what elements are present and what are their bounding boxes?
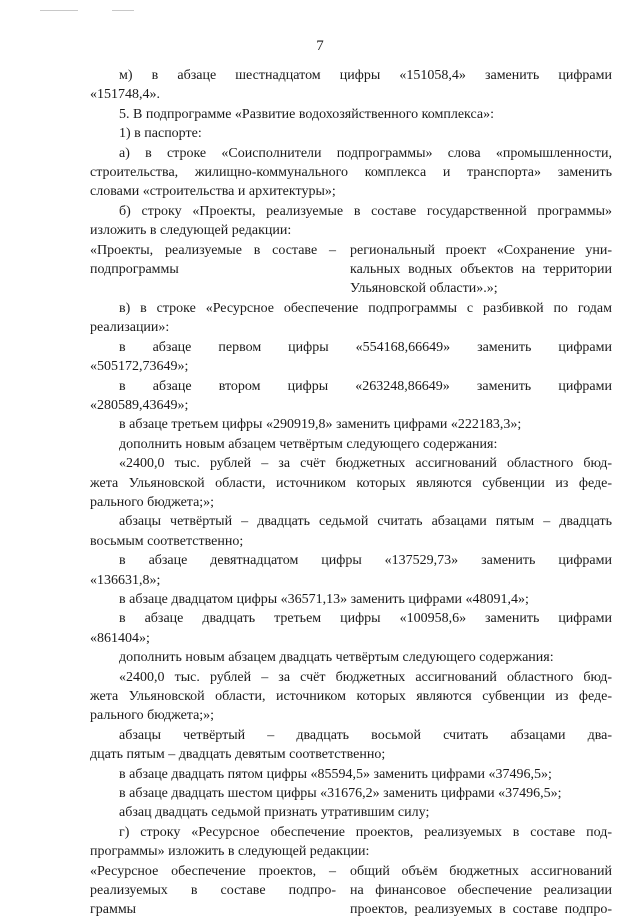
text-line: в абзаце первом цифры «554168,66649» заменить цифрами bbox=[119, 339, 612, 355]
text-line: реализации»: bbox=[90, 320, 170, 336]
text-line: абзацы четвёртый – двадцать седьмой считать абзацами пятым – двадцать bbox=[119, 514, 612, 530]
text-line: 1) в паспорте: bbox=[119, 126, 202, 142]
text-line: изложить в следующей редакции: bbox=[90, 223, 292, 239]
text-line: «280589,43649»; bbox=[90, 397, 189, 413]
text-line: «2400,0 тыс. рублей – за счёт бюджетных ассигнований областного бюд- bbox=[119, 669, 612, 685]
text-line: в абзаце втором цифры «263248,86649» заменить цифрами bbox=[119, 378, 612, 394]
text-line: в абзаце двадцать третьем цифры «100958,6» заменить цифрами bbox=[119, 611, 612, 627]
text-line: а) в строке «Соисполнители подпрограммы» слова «промышленности, bbox=[119, 145, 612, 161]
text-line: абзацы четвёртый – двадцать восьмой считать абзацами два- bbox=[119, 727, 612, 743]
text-line: дополнить новым абзацем двадцать четвёртым следующего содержания: bbox=[119, 650, 554, 666]
text-line: 5. В подпрограмме «Развитие водохозяйственного комплекса»: bbox=[119, 106, 494, 122]
text-line: в абзаце двадцатом цифры «36571,13» заменить цифрами «48091,4»; bbox=[119, 591, 529, 607]
text-line: строительства, жилищно-коммунального комплекса и транспорта» заменить bbox=[90, 165, 612, 181]
text-line: в абзаце девятнадцатом цифры «137529,73» заменить цифрами bbox=[119, 553, 612, 569]
passport-table-row bbox=[90, 862, 612, 920]
text-line: в абзаце двадцать пятом цифры «85594,5» заменить цифрами «37496,5»; bbox=[119, 766, 552, 782]
table-cell-right: общий объём бюджетных ассигнований на финансовое обеспечение реализации проектов, реализуемых в составе подпро- bbox=[350, 863, 612, 918]
text-line: «136631,8»; bbox=[90, 572, 161, 588]
text-line: «861404»; bbox=[90, 630, 150, 646]
text-line: жета Ульяновской области, источником которых являются субвенции из феде- bbox=[90, 475, 612, 491]
text-line: дцать пятым – двадцать девятым соответственно; bbox=[90, 747, 386, 763]
text-line: в абзаце двадцать шестом цифры «31676,2» заменить цифрами «37496,5»; bbox=[119, 786, 562, 802]
table-cell-left: «Ресурсное обеспечение проектов, – реализуемых в составе подпро- граммы bbox=[90, 863, 336, 918]
text-line: «505172,73649»; bbox=[90, 359, 189, 375]
text-line: в абзаце третьем цифры «290919,8» заменить цифрами «222183,3»; bbox=[119, 417, 522, 433]
text-line: жета Ульяновской области, источником которых являются субвенции из феде- bbox=[90, 689, 612, 704]
text-line: «2400,0 тыс. рублей – за счёт бюджетных ассигнований областного бюд- bbox=[119, 456, 612, 472]
text-line: программы» изложить в следующей редакции: bbox=[90, 844, 370, 860]
text-line: г) строку «Ресурсное обеспечение проектов, реализуемых в составе под- bbox=[119, 824, 612, 840]
passport-table-row bbox=[90, 241, 612, 299]
text-line: рального бюджета;»; bbox=[90, 494, 215, 510]
document-body bbox=[90, 66, 612, 920]
table-cell-left: «Проекты, реализуемые в составе – подпрограммы bbox=[90, 242, 336, 278]
text-line: рального бюджета;»; bbox=[90, 708, 215, 724]
text-line: восьмым соответственно; bbox=[90, 533, 244, 549]
page-number: 7 bbox=[316, 38, 324, 54]
text-line: б) строку «Проекты, реализуемые в составе государственной программы» bbox=[119, 203, 612, 219]
scan-mark bbox=[40, 10, 78, 11]
table-cell-right: региональный проект «Сохранение уни- кальных водных объектов на территории Ульяновской области».»; bbox=[350, 242, 612, 297]
text-line: в) в строке «Ресурсное обеспечение подпрограммы с разбивкой по годам bbox=[119, 300, 612, 316]
text-line: «151748,4». bbox=[90, 87, 160, 103]
text-line: абзац двадцать седьмой признать утратившим силу; bbox=[119, 805, 430, 821]
text-line: дополнить новым абзацем четвёртым следующего содержания: bbox=[119, 436, 498, 452]
scan-mark bbox=[112, 10, 134, 11]
text-line: м) в абзаце шестнадцатом цифры «151058,4» заменить цифрами bbox=[119, 68, 612, 83]
text-line: словами «строительства и архитектуры»; bbox=[90, 184, 336, 200]
